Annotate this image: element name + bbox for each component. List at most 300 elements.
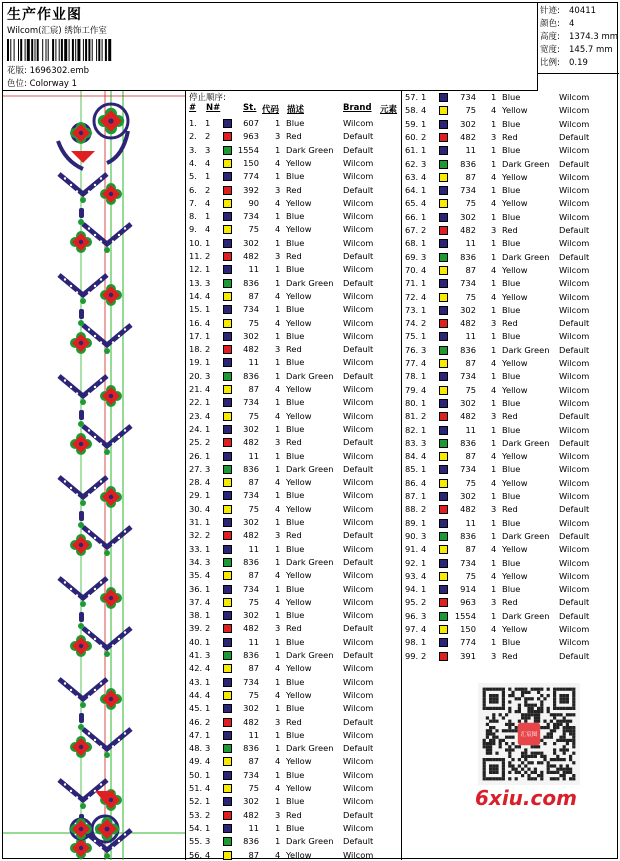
row-brand: Wilcom xyxy=(559,358,590,368)
row-stitches: 302 xyxy=(243,423,259,434)
row-stitches: 391 xyxy=(460,650,476,661)
embroidery-design-image xyxy=(3,91,186,860)
row-description: Red xyxy=(286,716,302,727)
row-stitches: 1554 xyxy=(237,144,259,155)
color-swatch xyxy=(223,704,232,713)
row-description: Yellow xyxy=(286,570,312,581)
row-description: Yellow xyxy=(502,570,528,581)
row-needle: 3 xyxy=(421,437,427,448)
color-swatch xyxy=(223,811,232,820)
header xyxy=(3,3,538,91)
row-description: Blue xyxy=(502,238,521,249)
row-needle: 1 xyxy=(205,211,211,222)
row-stitches: 11 xyxy=(248,450,259,461)
row-needle: 1 xyxy=(421,637,427,648)
table-row xyxy=(402,370,619,383)
row-description: Yellow xyxy=(286,689,312,700)
row-code: 1 xyxy=(275,822,281,833)
row-needle: 1 xyxy=(205,171,211,182)
row-stitches: 836 xyxy=(460,530,476,541)
row-brand: Wilcom xyxy=(559,424,590,435)
row-brand: Default xyxy=(559,437,590,448)
row-brand: Wilcom xyxy=(343,570,374,581)
table-row xyxy=(402,237,619,250)
color-swatch xyxy=(439,465,448,474)
row-stitches: 87 xyxy=(248,570,259,581)
row-stitches: 734 xyxy=(243,769,259,780)
color-swatch xyxy=(223,465,232,474)
row-stitches: 302 xyxy=(460,304,476,315)
row-index: 18. xyxy=(189,344,203,355)
table-row xyxy=(402,410,619,423)
row-needle: 1 xyxy=(205,676,211,687)
row-description: Blue xyxy=(286,264,305,275)
color-swatch xyxy=(223,199,232,208)
row-needle: 2 xyxy=(421,650,427,661)
row-needle: 1 xyxy=(421,584,427,595)
row-description: Blue xyxy=(286,543,305,554)
row-index: 75. xyxy=(405,331,419,342)
table-row xyxy=(186,370,401,383)
row-brand: Default xyxy=(559,251,590,262)
color-swatch xyxy=(439,452,448,461)
row-stitches: 11 xyxy=(465,331,476,342)
row-index: 53. xyxy=(189,809,203,820)
row-index: 45. xyxy=(189,703,203,714)
row-code: 4 xyxy=(491,570,497,581)
color-swatch xyxy=(223,186,232,195)
row-code: 1 xyxy=(275,237,281,248)
row-description: Blue xyxy=(502,145,521,156)
row-brand: Wilcom xyxy=(343,503,374,514)
color-swatch xyxy=(223,225,232,234)
row-description: Yellow xyxy=(286,596,312,607)
row-description: Yellow xyxy=(286,410,312,421)
row-code: 1 xyxy=(275,370,281,381)
row-stitches: 87 xyxy=(465,264,476,275)
color-swatch xyxy=(223,824,232,833)
color-swatch xyxy=(439,239,448,248)
table-row xyxy=(402,450,619,463)
row-needle: 4 xyxy=(205,410,211,421)
row-needle: 4 xyxy=(421,624,427,634)
row-brand: Default xyxy=(559,158,590,169)
row-index: 72. xyxy=(405,291,419,302)
row-index: 22. xyxy=(189,397,203,408)
row-stitches: 914 xyxy=(460,584,476,595)
row-index: 48. xyxy=(189,743,203,754)
row-index: 3. xyxy=(189,144,197,155)
row-brand: Default xyxy=(343,370,374,381)
row-brand: Default xyxy=(343,650,374,660)
row-brand: Wilcom xyxy=(343,304,374,315)
row-needle: 2 xyxy=(205,809,211,820)
stat-width: 宽度: 145.7 mm xyxy=(540,45,613,55)
row-description: Red xyxy=(286,251,302,261)
row-code: 1 xyxy=(275,583,281,594)
color-swatch xyxy=(439,612,448,621)
row-brand: Wilcom xyxy=(559,92,590,102)
row-needle: 1 xyxy=(421,491,427,501)
row-stitches: 87 xyxy=(248,756,259,767)
row-stitches: 482 xyxy=(460,318,476,329)
design-file-line xyxy=(7,64,89,76)
row-code: 1 xyxy=(491,278,497,289)
row-stitches: 482 xyxy=(460,504,476,515)
color-swatch xyxy=(223,731,232,740)
row-needle: 1 xyxy=(205,583,211,594)
row-brand: Default xyxy=(343,556,374,567)
table-row xyxy=(402,636,619,649)
row-description: Blue xyxy=(286,636,305,647)
row-needle: 2 xyxy=(205,131,211,142)
row-brand: Default xyxy=(343,437,374,448)
row-stitches: 87 xyxy=(465,544,476,555)
row-code: 3 xyxy=(491,225,497,235)
color-swatch xyxy=(439,359,448,368)
table-row xyxy=(186,489,401,502)
table-row xyxy=(186,835,401,848)
row-description: Red xyxy=(502,131,518,142)
color-swatch xyxy=(439,625,448,634)
row-description: Yellow xyxy=(286,317,312,328)
row-code: 1 xyxy=(275,676,281,687)
row-code: 1 xyxy=(275,330,281,341)
row-code: 1 xyxy=(275,144,281,155)
row-brand: Wilcom xyxy=(343,849,374,860)
table-row xyxy=(402,463,619,476)
row-code: 3 xyxy=(275,131,281,142)
row-brand: Default xyxy=(343,743,374,754)
row-brand: Wilcom xyxy=(559,397,590,408)
row-index: 38. xyxy=(189,610,203,621)
color-swatch xyxy=(223,212,232,221)
stat-colors: 颜色: 4 xyxy=(540,19,575,29)
row-index: 19. xyxy=(189,357,203,368)
row-code: 1 xyxy=(491,491,497,501)
table-row xyxy=(186,662,401,675)
color-swatch xyxy=(439,106,448,115)
row-index: 37. xyxy=(189,596,203,607)
row-code: 1 xyxy=(275,610,281,621)
row-description: Blue xyxy=(502,371,521,382)
color-swatch xyxy=(223,319,232,328)
color-swatch xyxy=(439,93,448,102)
row-stitches: 734 xyxy=(460,464,476,475)
row-needle: 2 xyxy=(421,225,427,235)
row-index: 86. xyxy=(405,477,419,488)
row-description: Blue xyxy=(502,424,521,435)
row-stitches: 836 xyxy=(243,277,259,288)
row-code: 1 xyxy=(491,145,497,156)
row-stitches: 75 xyxy=(248,224,259,235)
row-index: 11. xyxy=(189,251,203,261)
row-code: 3 xyxy=(491,597,497,608)
row-description: Red xyxy=(286,437,302,448)
row-brand: Wilcom xyxy=(343,450,374,461)
table-row xyxy=(402,144,619,157)
row-code: 3 xyxy=(275,344,281,355)
table-row xyxy=(186,356,401,369)
row-description: Blue xyxy=(502,464,521,475)
table-row xyxy=(402,91,619,104)
row-index: 49. xyxy=(189,756,203,767)
table-header xyxy=(186,103,401,116)
row-brand: Wilcom xyxy=(559,291,590,302)
color-swatch xyxy=(223,252,232,261)
table-row xyxy=(402,251,619,264)
row-index: 20. xyxy=(189,370,203,381)
row-code: 1 xyxy=(491,530,497,541)
row-index: 83. xyxy=(405,437,419,448)
color-swatch xyxy=(223,172,232,181)
row-index: 24. xyxy=(189,423,203,434)
row-stitches: 11 xyxy=(248,636,259,647)
row-brand: Wilcom xyxy=(343,610,374,621)
row-description: Yellow xyxy=(502,384,528,395)
row-code: 1 xyxy=(491,331,497,342)
row-stitches: 482 xyxy=(460,225,476,235)
row-brand: Default xyxy=(343,277,374,288)
row-index: 28. xyxy=(189,477,203,488)
row-description: Dark Green xyxy=(286,277,334,288)
color-swatch xyxy=(439,439,448,448)
table-row xyxy=(186,223,401,236)
table-row xyxy=(186,317,401,330)
row-needle: 4 xyxy=(205,503,211,514)
row-needle: 1 xyxy=(205,769,211,780)
row-needle: 1 xyxy=(421,211,427,222)
row-stitches: 482 xyxy=(243,623,259,634)
row-needle: 3 xyxy=(421,610,427,621)
row-index: 91. xyxy=(405,544,419,555)
table-row xyxy=(186,144,401,157)
row-needle: 4 xyxy=(421,171,427,182)
row-needle: 3 xyxy=(205,743,211,754)
row-description: Yellow xyxy=(502,358,528,368)
table-row xyxy=(186,676,401,689)
color-swatch xyxy=(223,744,232,753)
table-row xyxy=(186,622,401,635)
row-index: 6. xyxy=(189,184,197,195)
studio-name: Wilcom(汇宸) 绣饰工作室 xyxy=(7,26,107,36)
row-code: 3 xyxy=(491,411,497,422)
row-code: 4 xyxy=(491,451,497,462)
table-row xyxy=(402,357,619,370)
row-needle: 4 xyxy=(205,689,211,700)
row-description: Blue xyxy=(286,490,305,501)
row-brand: Wilcom xyxy=(343,384,374,394)
row-needle: 2 xyxy=(205,437,211,448)
row-code: 1 xyxy=(275,264,281,275)
row-needle: 2 xyxy=(421,131,427,142)
row-stitches: 75 xyxy=(248,783,259,793)
row-index: 39. xyxy=(189,623,203,634)
row-stitches: 150 xyxy=(243,157,259,168)
row-brand: Default xyxy=(343,716,374,727)
row-stitches: 87 xyxy=(248,477,259,488)
row-brand: Default xyxy=(343,344,374,355)
row-stitches: 482 xyxy=(243,251,259,261)
row-description: Yellow xyxy=(286,157,312,168)
row-index: 15. xyxy=(189,304,203,315)
row-code: 4 xyxy=(275,157,281,168)
row-index: 88. xyxy=(405,504,419,515)
color-swatch xyxy=(223,132,232,141)
row-code: 1 xyxy=(275,490,281,501)
row-code: 1 xyxy=(275,517,281,527)
table-row xyxy=(402,330,619,343)
row-index: 26. xyxy=(189,450,203,461)
table-row xyxy=(186,543,401,556)
row-description: Blue xyxy=(286,822,305,833)
table-row xyxy=(402,424,619,437)
row-code: 1 xyxy=(491,584,497,595)
color-swatch xyxy=(439,160,448,169)
table-row xyxy=(186,184,401,197)
row-brand: Wilcom xyxy=(343,171,374,182)
row-code: 1 xyxy=(275,357,281,368)
stop-sequence-table-left xyxy=(186,91,402,860)
row-description: Red xyxy=(502,504,518,515)
row-description: Blue xyxy=(286,211,305,222)
row-code: 1 xyxy=(275,703,281,714)
row-index: 2. xyxy=(189,131,197,142)
row-index: 44. xyxy=(189,689,203,700)
table-row xyxy=(402,397,619,410)
stat-scale: 比例: 0.19 xyxy=(540,58,588,68)
color-swatch xyxy=(223,611,232,620)
row-code: 4 xyxy=(275,384,281,394)
row-needle: 3 xyxy=(205,556,211,567)
row-index: 14. xyxy=(189,290,203,301)
row-stitches: 90 xyxy=(248,197,259,208)
row-stitches: 482 xyxy=(243,716,259,727)
row-stitches: 302 xyxy=(243,703,259,714)
row-index: 79. xyxy=(405,384,419,395)
table-row xyxy=(402,437,619,450)
row-code: 1 xyxy=(275,450,281,461)
row-brand: Default xyxy=(343,530,374,541)
row-brand: Wilcom xyxy=(343,583,374,594)
color-swatch xyxy=(439,559,448,568)
row-description: Dark Green xyxy=(502,610,550,621)
row-code: 4 xyxy=(275,756,281,767)
col-code: 代码 xyxy=(262,105,280,115)
table-row xyxy=(402,171,619,184)
row-code: 3 xyxy=(275,623,281,634)
row-brand: Wilcom xyxy=(343,211,374,222)
row-brand: Wilcom xyxy=(343,689,374,700)
stop-sequence-label: 停止顺序: xyxy=(189,93,226,103)
color-swatch xyxy=(439,598,448,607)
row-index: 51. xyxy=(189,783,203,793)
row-description: Blue xyxy=(502,517,521,528)
row-description: Dark Green xyxy=(286,370,334,381)
row-code: 4 xyxy=(491,477,497,488)
row-brand: Default xyxy=(343,623,374,634)
row-index: 94. xyxy=(405,584,419,595)
row-description: Blue xyxy=(286,397,305,408)
row-index: 65. xyxy=(405,198,419,209)
row-description: Blue xyxy=(286,729,305,740)
row-brand: Default xyxy=(559,504,590,515)
row-description: Yellow xyxy=(286,663,312,674)
row-code: 1 xyxy=(275,743,281,754)
row-needle: 4 xyxy=(205,756,211,767)
table-row xyxy=(186,795,401,808)
row-index: 97. xyxy=(405,624,419,634)
color-swatch xyxy=(223,771,232,780)
row-stitches: 302 xyxy=(243,237,259,248)
row-code: 1 xyxy=(491,92,497,102)
table-row xyxy=(186,516,401,529)
row-stitches: 774 xyxy=(243,171,259,182)
row-code: 4 xyxy=(275,410,281,421)
row-needle: 2 xyxy=(205,716,211,727)
row-needle: 1 xyxy=(421,517,427,528)
row-stitches: 734 xyxy=(460,557,476,568)
table-row xyxy=(186,769,401,782)
color-swatch xyxy=(439,505,448,514)
row-index: 77. xyxy=(405,358,419,368)
row-description: Yellow xyxy=(502,198,528,209)
color-swatch xyxy=(439,372,448,381)
color-swatch xyxy=(223,784,232,793)
row-code: 4 xyxy=(491,544,497,555)
row-brand: Wilcom xyxy=(559,477,590,488)
row-index: 63. xyxy=(405,171,419,182)
row-needle: 4 xyxy=(205,224,211,235)
row-stitches: 482 xyxy=(243,437,259,448)
row-description: Red xyxy=(502,650,518,661)
row-description: Dark Green xyxy=(502,437,550,448)
design-stats xyxy=(538,3,619,74)
color-swatch xyxy=(223,678,232,687)
row-brand: Wilcom xyxy=(343,729,374,740)
row-code: 1 xyxy=(275,304,281,315)
row-needle: 3 xyxy=(421,158,427,169)
row-needle: 4 xyxy=(421,198,427,209)
row-stitches: 11 xyxy=(465,424,476,435)
table-row xyxy=(186,822,401,835)
row-description: Yellow xyxy=(502,477,528,488)
row-needle: 4 xyxy=(421,477,427,488)
row-index: 41. xyxy=(189,650,203,660)
table-row xyxy=(186,330,401,343)
table-row xyxy=(186,277,401,290)
row-code: 4 xyxy=(491,105,497,116)
row-description: Dark Green xyxy=(286,463,334,474)
row-index: 35. xyxy=(189,570,203,581)
color-swatch xyxy=(223,438,232,447)
qr-code xyxy=(478,683,580,785)
row-brand: Wilcom xyxy=(343,423,374,434)
row-index: 21. xyxy=(189,384,203,394)
color-swatch xyxy=(223,358,232,367)
row-needle: 3 xyxy=(205,370,211,381)
table-row xyxy=(402,384,619,397)
row-code: 1 xyxy=(491,610,497,621)
row-needle: 1 xyxy=(205,330,211,341)
table-row xyxy=(186,463,401,476)
row-index: 60. xyxy=(405,131,419,142)
row-brand: Wilcom xyxy=(559,557,590,568)
table-row xyxy=(186,729,401,742)
row-needle: 2 xyxy=(205,251,211,261)
row-needle: 1 xyxy=(421,118,427,129)
row-needle: 4 xyxy=(421,105,427,116)
